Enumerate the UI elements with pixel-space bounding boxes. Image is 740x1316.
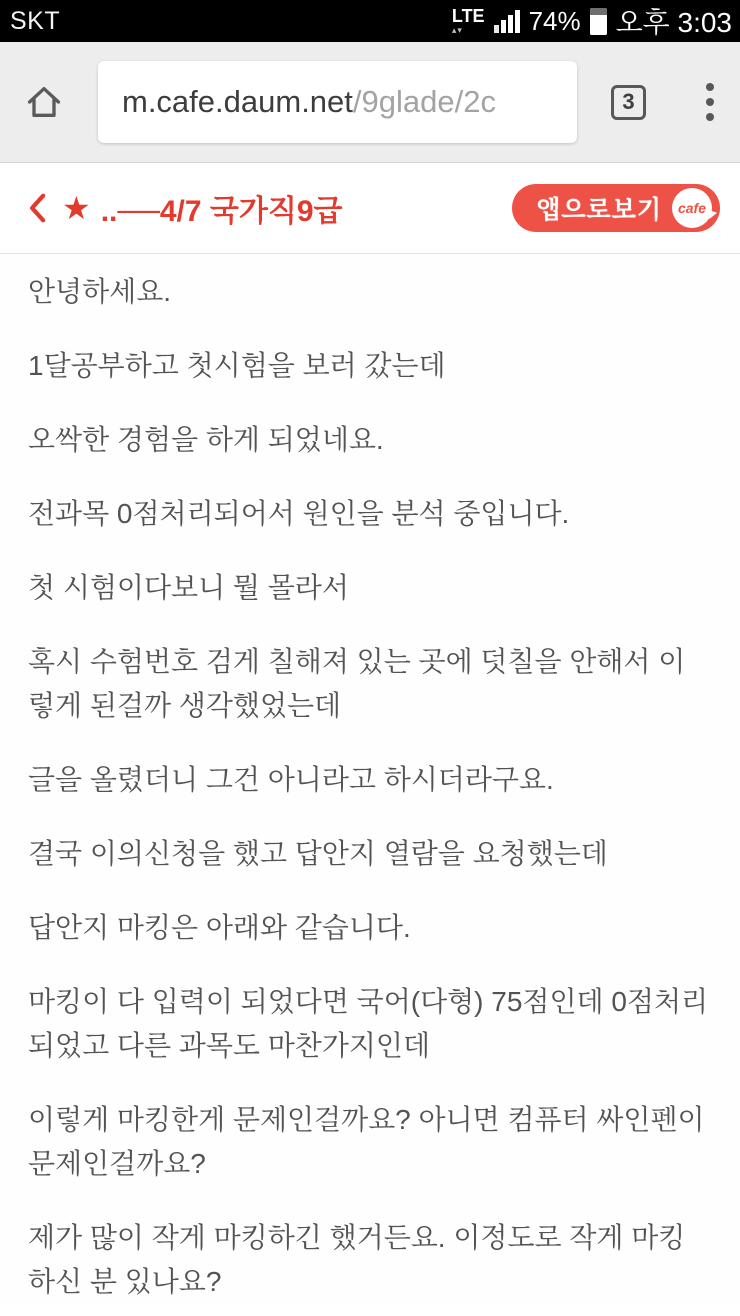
overflow-dots-icon [706, 83, 714, 91]
tab-count-label: 3 [622, 89, 635, 114]
status-bar [0, 0, 740, 42]
overflow-menu-button[interactable] [702, 79, 718, 125]
post-paragraph: 1달공부하고 첫시험을 보러 갔는데 [28, 350, 446, 381]
post-paragraph: 글을 올렸더니 그건 아니라고 하시더라구요. [28, 764, 554, 795]
clock-label: 오후 3:03 [615, 7, 732, 38]
url-host: m.cafe.daum.net [122, 84, 353, 119]
address-bar[interactable] [98, 61, 577, 143]
favorite-star-icon[interactable]: ★ [62, 190, 91, 226]
network-type-icon: LTE ▴▾ [451, 6, 485, 35]
home-button[interactable] [22, 80, 66, 124]
battery-percent-label: 74% [528, 5, 581, 36]
open-in-app-label: 앱으로보기 [536, 196, 662, 224]
home-icon [24, 82, 64, 122]
signal-strength-icon [494, 9, 520, 33]
post-paragraph: 마킹이 다 입력이 되었다면 국어(다형) 75점인데 0점처리되었고 다른 과목도 마찬가지인데 [28, 986, 709, 1061]
post-paragraph: 첫 시험이다보니 뭘 몰라서 [28, 572, 349, 603]
browser-toolbar [0, 42, 740, 163]
post-paragraph: 이렇게 마킹한게 문제인걸까요? 아니면 컴퓨터 싸인펜이 문제인걸까요? [28, 1104, 705, 1179]
cafe-header [0, 163, 740, 254]
cafe-logo-icon: cafe [672, 188, 712, 228]
cafe-title[interactable]: ..──4/7 국가직9급 [100, 195, 343, 228]
post-paragraph: 안녕하세요. [28, 276, 172, 307]
post-paragraph: 결국 이의신청을 했고 답안지 열람을 요청했는데 [28, 838, 608, 869]
carrier-label: SKT [10, 6, 61, 35]
status-right-cluster [452, 1, 732, 41]
post-paragraph: 혹시 수험번호 검게 칠해져 있는 곳에 덧칠을 안해서 이렇게 된걸까 생각했었는데 [28, 646, 686, 721]
tab-count-button[interactable] [611, 85, 646, 120]
post-paragraph: 제가 많이 작게 마킹하긴 했거든요. 이정도로 작게 마킹하신 분 있나요? [28, 1222, 686, 1297]
url-path: /9glade/2c [352, 84, 496, 119]
battery-icon [590, 8, 607, 35]
open-in-app-button[interactable] [512, 184, 720, 232]
post-paragraph: 오싹한 경험을 하게 되었네요. [28, 424, 384, 455]
post-body [0, 254, 740, 1304]
post-paragraph: 전과목 0점처리되어서 원인을 분석 중입니다. [28, 498, 570, 529]
back-button[interactable] [22, 190, 52, 226]
post-paragraph: 답안지 마킹은 아래와 같습니다. [28, 912, 411, 943]
cafe-header-left [22, 186, 343, 230]
back-chevron-icon [24, 192, 50, 224]
